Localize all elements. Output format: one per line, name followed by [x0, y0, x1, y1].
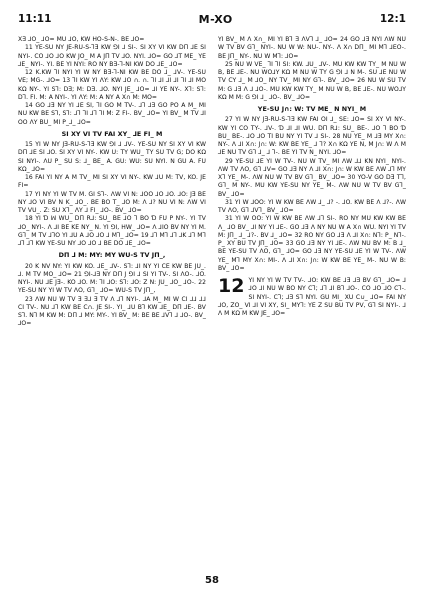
paragraph: 18 YI Ɗ ꟽ WU_ DΠ R⅃: SU_ BE ⅃O ⅂ BO Ɗ FU P NY-. YI TV ⅃O_ NYI-. Ʌ ⅃I BE KE NY_ N. YI ⅁I, HW_ ⅃O= Ʌ ⅃IO BV NY YI M. G⅂_ M TV ⅃⅂O YI ⅃U A ⅃O ⅃O ⅃ M⅂_ ⅃O= 19 ⅃⅂ M⅂ ⅃⅂ ⅃K ⅃⅂ M⅂ ⅃⅂ ⅃⅂ KW YE-SU NY ⅃O ⅃O ⅃ BE DO ⅃E_ ⅃O= — [18, 215, 206, 247]
paragraph: 15 YI W NY JƎ-RU-S-⅂Ǝ KW ⅁I ⅃ ⅃V-. YE-SU NY SI XY VI KW DΠ ⅃E SI ⅃O. SI XY VI NY-. KW U: TY WU_ TY SU TV G; DO KΩ SI NYI-. ɅU P_ SU S: ⅃_ BE_ A. GU: WU: SU NYI. N GU A. FU KΩ_ ⅃O= — [18, 141, 206, 173]
page-number: 58 — [205, 575, 219, 586]
paragraph: 11 YE-SU NY JE-RU-S-⅂Ǝ KW ⅁I ⅃ SI-. SI XY VI KW DΠ ⅃E SI NYI-. CO ⅃O ⅃O KW JO_ M A JΠ TV ⅃O. NYI. ⅃O= GO ⅃T ME_ YE ⅃E_ NYI-. YI. BE YI NYI: RO NY BƎ-⅂-NI KW DO ⅃E_ ⅃O= — [18, 44, 206, 68]
chapter-number: 12 — [218, 275, 245, 297]
paragraph: XƎ ⅃O_ ⅃O= MU ⅃O, KW HO-S-N-. BE ⅃O= — [18, 36, 145, 43]
section-heading: SI XY VI TV FAI XY_ ⅃E FI_ M — [61, 129, 163, 138]
paragraph: 12 K.KW ⅂I NYI YI W NY BƎ-⅂-NI KW BE DO ⅃_ ⅃V-. YE-SU VE; MG-. ⅃O= 13 ⅂I KW YI ɅY: KW ⅃O ∩. ∩. ⅂I ⅃I ⅃I ⅃I ⅂I ⅃I MO KΩ NY-. YI S⅂: DƎ; M: DƎ. ⅃O. NYI JE_ ⅃O= ⅃I YE NY-. X⅂: S⅂: D⅂. FI. M: A NYI-. YI ɅY: M: A NY A X∩ M: MO= — [18, 69, 206, 101]
paragraph: 31 YI W ⅃OO: YI W KW BE ɅW ⅃_ ⅃? -. ⅃O. KW BE Ʌ ⅃?-. ɅW TV ɅO, G⅂ ⅃V⅂_ BV_ ⅃O= — [218, 198, 406, 214]
paragraph: 31 YI W OO: YI W KW BE ɅW ⅃⅂ SI-. RO NY MU KW KW BE Ʌ_ ⅃O BV_ ⅃I NY YI ⅃E-. GO ⅃Ǝ Ʌ NY NU W A X∩ WU. NYI YI TV M: JΠ_ ⅃_ ⅃?-. BV ⅃_ ⅃O= 32 RO NY GO ⅃Ǝ Ʌ ⅃I X∩: N⅂: P_ N⅂-. P_ XY BU TV JΠ_ ⅃O= 33 GO ⅃Ǝ NY YI ⅃E-. ɅW NU BV M: B ⅃_ BE YE-SU TV ɅO, G⅂_ ⅃O= GO ⅃Ǝ NY YE-SU ⅃E YI W TV-. ɅW YE_ M⅂ MY X∩: MI-. Ʌ ⅃I X∩: J∩: W KW BE YE_ M-. NU W B: BV_ ⅃O= — [218, 215, 406, 272]
paragraph: 27 YI W NY JƎ-RU-S-⅂Ǝ KW FAI OI ⅃_ SE: ⅃O= SI XY VI NY-. KW YI CO TY-. ⅃V-. Ɗ ⅃I ⅃I WU. DΠ R⅃: SU_ BE-. ⅃O ⅂ BO Ɗ BU_ BE-. ⅃O ⅃O TI BU NY YI TV ⅃ SI-. 28 NU YE_ M ⅃Ǝ MY X∩: NY-. Ʌ ⅃I X∩: J∩: W: KW BE YE_ ⅃ ⅂? X∩ KΩ YE N, M J∩: W Ʌ M ⅃E NU TV G⅂ ⅃_ ⅃ ⅂-. BE YI TV N_ NYI. ⅃O= — [218, 116, 406, 157]
paragraph: 23 ɅW NU W TV Ǝ Ǝ⅃ Ǝ TV Ʌ ⅃⅂ NYI-. ⅃A M_ MI W CI ⅃⅃ ⅃⅃ CI TV-. NU ⅃⅂ KW BE C∩. JE SI-. YI_ ⅃U B⅂ KW ⅃E_ DΠ ⅃E-. BV S⅂. N⅂ M KW M: DΠ ⅃ MY: MY-. YI BV_ M: BE BE ⅃V⅂ ⅃ ⅃O-. BV_ ⅃O= — [18, 295, 206, 328]
paragraph: 20 K NV NY: YI KW KO. ⅃E_ ⅃V-. S⅂: ⅃I NY YI CE KW BE JU_. ⅃. M TV MO_ ⅃O= 21 ⅁I-⅃Ǝ NY DΠ J ⅁I ⅃ SI YI TV-. SI ɅO-. ⅃O. NYI-. NU ⅃E JƎ-. KO ⅃O. M: ⅂I ⅃O: S⅂: ⅃O: Z N: JU_ ⅃O_ ⅃O-. 22 YE-SU NY YI W TV ɅO, G⅂_ ⅃O= WU-S TV JΠ_, — [18, 262, 206, 295]
left-text-column — [18, 36, 206, 329]
chapter-start-paragraph — [218, 277, 406, 318]
header-left-reference: 11:11 — [18, 13, 52, 25]
right-text-column — [218, 36, 406, 318]
chapter-text: YI NY YI W TV TV-. ⅃O: KW BE ⅃Ǝ ⅃Ǝ BV G⅂_ ⅃O= ⅃ ⅃O ⅃I NU W BO NY C⅂; ⅃⅂ ⅃I B⅂ ⅃O-. CO ⅃O ⅃O C⅂-. SI NYI-. C⅂; ⅃Ǝ S⅂ NYI. GU MI_ XU C∪_ ⅃O= FAI NY ⅃O, ZO_ VI ⅃I VI XY, SI_ MY⅂: YE Z SU BU TV PV, G⅂ SI NYI-. ⅃ Ʌ M KΩ M KW JE_ ⅃O= — [218, 277, 406, 317]
section-heading: DΠ ⅃ M: MY: MY WU-S TV JΠ_, — [58, 251, 166, 260]
paragraph: 16 FAI YI NY A M TV_ MI SI XY VI NY-. KW ⅃U M: TV, KO. JE FI= — [18, 174, 206, 190]
header-book-title: M-XO — [198, 12, 233, 26]
paragraph: 29 YE-SU ⅃E YI W TV-. NU W TV_ MI ɅW ⅃⅃ KN NYI_ NYI-. ɅW TV ɅO, G⅂ ⅃V= GO ⅃Ǝ NY Ʌ ⅃I X∩: J∩: W KW BE ɅW ⅃⅂ MY X⅂ YE_ M-. ɅW NU W TV BV G⅂_ BV_ ⅃O= 30 YO-V GO DƎ T⅂, G⅂_ M NY-. MU KW YE-SU NY YE_ M-. ɅW NU W TV BV G⅂_ BV_ ⅃O= — [218, 157, 406, 198]
section-heading: YE-SU J∩: W: TV ME_ N NYI_ M — [257, 105, 367, 113]
page-header — [18, 12, 406, 26]
header-right-reference: 12:1 — [379, 13, 406, 25]
paragraph: 25 NU W VE_ ⅂I ⅂I SI: KW. ⅃U_ ⅃V-. MU KW KW TY_ M NU W B, BE ⅃E-. NU WO⅃Y KΩ M NU W TY G ⅁I ⅃ N M-. SU ⅃E NU W TV CY ⅃_ M ⅃O_ NY TV_ MI NY G⅂-. BV_ ⅃O= 26 NU W SU TV M: G ⅃Ǝ Ʌ ⅃ ⅃O-. MU KW KW TY_ M NU W B, BE ⅃E-. NU WO⅃Y KΩ M M: G ⅁I ⅃_ ⅃O-. BV_ ⅃O= — [218, 60, 406, 101]
paragraph: 17 YI NY YI W TV M. GI S⅂-. ɅW VI N: ⅃OO ⅃O ⅃O. ⅃O: JƎ BE NY ⅃O VI BV N K_ ⅃O_. BE BO T_ ⅃O M: Ʌ ⅃? NU VI N: ɅW VI TV VU_. Z: SU X⅂_ ɅY ⅃ FI_ ⅃O-. BV_ ⅃O= — [18, 190, 206, 214]
paragraph: 14 GO ⅃Ǝ NY YI ⅃E SI, ⅂I GO M TV-. ⅃⅂ ⅃Ǝ GO PO A M_ MI NU KW BE S⅂, S⅂: ⅃⅂ ⅂I ⅃⅂ ⅂I M: Z FI-. BV_ ⅃O= YI BV_ M TV ⅃I OO ɅY BU_ MI P_⅃_ ⅃O= — [18, 102, 206, 126]
paragraph: YI BV_ M Ʌ X∩_ MI YI B⅂ Ǝ ɅV⅂ ⅃_ ⅃O= 24 GO ⅃Ǝ NYI ɅW NU W TV BV G⅂_ NYI-. NU W W: NU-. NY-. Ʌ X∩ DΠ_ MI M⅂ ⅃EO-. BE JΠ_ NY-. NU W M⅂: ⅃O= — [218, 36, 406, 60]
